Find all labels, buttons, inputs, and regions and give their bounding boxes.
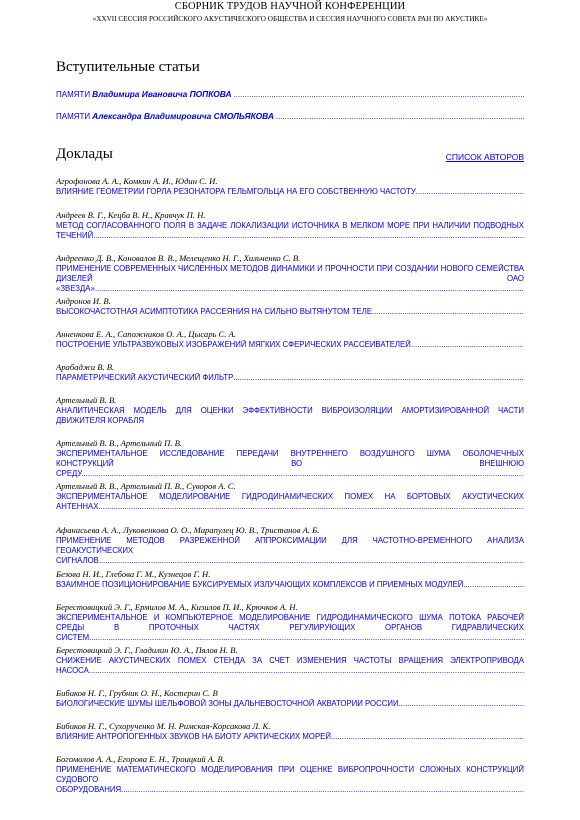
report-title-link[interactable]: ПАРАМЕТРИЧЕСКИЙ АКУСТИЧЕСКИЙ ФИЛЬТР ..... xyxy=(56,373,524,383)
report-authors: Арабаджи В. В. xyxy=(56,362,115,372)
report-authors: Берестовицкий Э. Г., Ермилов М. А., Кизилов П. И., Крючков А. Н. xyxy=(56,602,298,612)
report-authors: Артельный В. В., Артельный П. В. xyxy=(56,438,182,448)
report-authors: Андронов И. В. xyxy=(56,296,111,306)
report-authors: Андреев В. Г., Кецба В. Н., Кравчук П. Н. xyxy=(56,210,206,220)
memorial-link-popkov[interactable] xyxy=(56,89,524,99)
conference-subtitle: «XXVII СЕССИЯ РОССИЙСКОГО АКУСТИЧЕСКОГО ОБЩЕСТВА И СЕССИЯ НАУЧНОГО СОВЕТА РАН ПО АКУСТИКЕ» xyxy=(92,15,488,23)
memorial-link-smolyakov[interactable] xyxy=(56,111,524,121)
memorial-prefix: ПАМЯТИ xyxy=(56,112,91,121)
report-title-link[interactable]: ВЛИЯНИЕ ГЕОМЕТРИИ ГОРЛА РЕЗОНАТОРА ГЕЛЬМГОЛЬЦА НА ЕГО СОБСТВЕННУЮ ЧАСТОТУ ..... xyxy=(56,187,524,197)
report-entry xyxy=(56,395,524,426)
report-entry xyxy=(56,438,524,480)
report-authors: Анненкова Е. А., Сапожников О. А., Цысарь С. А. xyxy=(56,329,236,339)
section-heading-intro: Вступительные статьи xyxy=(56,59,200,75)
memorial-prefix: ПАМЯТИ xyxy=(56,90,91,99)
report-entry xyxy=(56,176,524,197)
report-entry xyxy=(56,362,524,383)
report-entry xyxy=(56,253,524,295)
report-entry xyxy=(56,645,524,676)
report-authors: Богомолов А. А., Егорова Е. Н., Троицкий А. В. xyxy=(56,754,225,764)
report-title-link[interactable]: ПОСТРОЕНИЕ УЛЬТРАЗВУКОВЫХ ИЗОБРАЖЕНИЙ МЯГКИХ СФЕРИЧЕСКИХ РАССЕИВАТЕЛЕЙ ..... xyxy=(56,340,524,350)
dot-leader xyxy=(234,90,524,99)
report-authors: Андреенко Д. В., Коновалов В. В., Мелещенко Н. Г., Хильченко С. В. xyxy=(56,253,301,263)
report-title-link[interactable]: СНИЖЕНИЕ АКУСТИЧЕСКИХ ПОМЕХ СТЕНДА ЗА СЧЕТ ИЗМЕНЕНИЯ ЧАСТОТЫ ВРАЩЕНИЯ ЭЛЕКТРОПРИВОДА НАСОСА ..... xyxy=(56,656,524,676)
report-entry xyxy=(56,296,524,317)
proceedings-title: СБОРНИК ТРУДОВ НАУЧНОЙ КОНФЕРЕНЦИИ xyxy=(174,1,406,12)
report-authors: Безова Н. И., Глебова Г. М., Кузнецов Г. Н. xyxy=(56,569,211,579)
report-entry xyxy=(56,688,524,709)
report-entry xyxy=(56,210,524,241)
authors-list-link[interactable]: СПИСОК АВТОРОВ xyxy=(445,152,524,162)
report-entry xyxy=(56,481,524,512)
report-entry xyxy=(56,569,524,590)
report-title-link[interactable]: ПРИМЕНЕНИЕ МЕТОДОВ РАЗРЕЖЕННОЙ АППРОКСИМАЦИИ ДЛЯ ЧАСТОТНО-ВРЕМЕННОГО АНАЛИЗА ГЕОАКУСТИЧЕСКИХ СИГНАЛОВ ..... xyxy=(56,536,524,567)
report-title-link[interactable]: АНАЛИТИЧЕСКАЯ МОДЕЛЬ ДЛЯ ОЦЕНКИ ЭФФЕКТИВНОСТИ ВИБРОИЗОЛЯЦИИ АМОРТИЗИРОВАННОЙ ЧАСТИ ДВИЖИТЕЛЯ КОРАБЛЯ xyxy=(56,406,524,426)
report-authors: Агрофонова А. А., Комкин А. И., Юдин С. И. xyxy=(56,176,218,186)
report-entry xyxy=(56,721,524,742)
report-title-link[interactable]: ПРИМЕНЕНИЕ СОВРЕМЕННЫХ ЧИСЛЕННЫХ МЕТОДОВ ДИНАМИКИ И ПРОЧНОСТИ ПРИ СОЗДАНИИ НОВОГО СЕМЕЙСТВА ДИЗЕЛЕЙ ОАО «ЗВЕЗДА» ..... xyxy=(56,264,524,295)
section-heading-reports: Доклады xyxy=(56,146,113,162)
report-title-link[interactable]: ВЫСОКОЧАСТОТНАЯ АСИМПТОТИКА РАССЕЯНИЯ НА СИЛЬНО ВЫТЯНУТОМ ТЕЛЕ ..... xyxy=(56,307,524,317)
report-title-link[interactable]: ЭКСПЕРИМЕНТАЛЬНОЕ ИССЛЕДОВАНИЕ ПЕРЕДАЧИ ВНУТРЕННЕГО ВОЗДУШНОГО ШУМА ОБОЛОЧЕЧНЫХ КОНСТРУКЦИЙ ВО ВНЕШНЮЮ СРЕДУ ..... xyxy=(56,449,524,480)
dot-leader xyxy=(276,112,524,121)
report-authors: Бибиков Н. Г., Грубник О. Н., Костерин С. В xyxy=(56,688,218,698)
report-title-link[interactable]: ЭКСПЕРИМЕНТАЛЬНОЕ МОДЕЛИРОВАНИЕ ГИДРОДИНАМИЧЕСКИХ ПОМЕХ НА БОРТОВЫХ АКУСТИЧЕСКИХ АНТЕННАХ ..... xyxy=(56,492,524,512)
report-authors: Бибиков Н. Г., Сухорученко М. Н. Римская-Корсакова Л. К. xyxy=(56,721,271,731)
report-authors: Берестовицкий Э. Г., Гладилин Ю. А., Пялов Н. В. xyxy=(56,645,238,655)
report-title-link[interactable]: БИОЛОГИЧЕСКИЕ ШУМЫ ШЕЛЬФОВОЙ ЗОНЫ ДАЛЬНЕВОСТОЧНОЙ АКВАТОРИИ РОССИИ ..... xyxy=(56,699,524,709)
memorial-name: Александра Владимировича СМОЛЬЯКОВА xyxy=(92,111,274,121)
report-entry xyxy=(56,602,524,644)
report-title-link[interactable]: МЕТОД СОГЛАСОВАННОГО ПОЛЯ В ЗАДАЧЕ ЛОКАЛИЗАЦИИ ИСТОЧНИКА В МЕЛКОМ МОРЕ ПРИ НАЛИЧИИ ПОДВОДНЫХ ТЕЧЕНИЙ ..... xyxy=(56,221,524,241)
report-entry xyxy=(56,329,524,350)
report-title-link[interactable]: ВЛИЯНИЕ АНТРОПОГЕННЫХ ЗВУКОВ НА БИОТУ АРКТИЧЕСКИХ МОРЕЙ ..... xyxy=(56,732,524,742)
report-authors: Артельный В. В. xyxy=(56,395,117,405)
report-title-link[interactable]: ВЗАИМНОЕ ПОЗИЦИОНИРОВАНИЕ БУКСИРУЕМЫХ ИЗЛУЧАЮЩИХ КОМПЛЕКСОВ И ПРИЕМНЫХ МОДУЛЕЙ ..... xyxy=(56,580,524,590)
report-title-link[interactable]: ЭКСПЕРИМЕНТАЛЬНОЕ И КОМПЬЮТЕРНОЕ МОДЕЛИРОВАНИЕ ГИДРОДИНАМИЧЕСКОГО ШУМА ПОТОКА РАБОЧЕЙ СРЕДЫ В ПРОТОЧНЫХ ЧАСТЯХ РЕГУЛИРУЮЩИХ ОРГАНОВ ГИДРАВЛИЧЕСКИХ СИСТЕМ ..... xyxy=(56,613,524,644)
report-entry xyxy=(56,525,524,567)
report-title-link[interactable]: ПРИМЕНЕНИЕ МАТЕМАТИЧЕСКОГО МОДЕЛИРОВАНИЯ ПРИ ОЦЕНКЕ ВИБРОПРОЧНОСТИ СЛОЖНЫХ КОНСТРУКЦИЙ СУДОВОГО ОБОРУДОВАНИЯ ..... xyxy=(56,765,524,796)
report-authors: Афанасьева А. А., Луковенкова О. О., Марапулец Ю. В., Тристанов А. Б. xyxy=(56,525,320,535)
memorial-name: Владимира Ивановича ПОПКОВА xyxy=(92,89,232,99)
report-entry xyxy=(56,754,524,796)
report-authors: Артельный В. В., Артельный П. В., Суворов А. С. xyxy=(56,481,236,491)
